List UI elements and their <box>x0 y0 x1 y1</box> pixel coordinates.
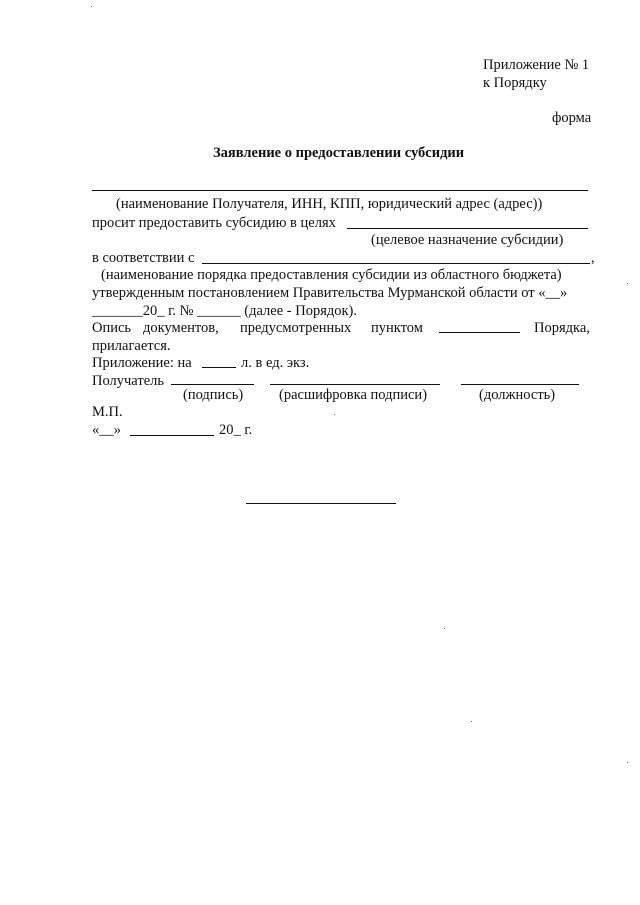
inventory-word-1: Опись <box>92 320 132 336</box>
inventory-word-5: Порядка, <box>534 320 590 336</box>
sign-date-day: «__» <box>92 422 121 438</box>
sign-date-month-line <box>130 435 214 436</box>
scan-speck <box>471 721 472 722</box>
appendix-reference: к Порядку <box>483 75 547 91</box>
inventory-continuation: прилагается. <box>92 338 171 354</box>
approved-text: утвержденным постановлением Правительства Мурманской области от «__» <box>92 285 568 301</box>
request-text: просит предоставить субсидию в целях <box>92 215 336 231</box>
signature-fill-line <box>171 384 254 385</box>
procedure-fill-line <box>202 263 590 264</box>
scan-speck <box>334 414 335 415</box>
form-label: форма <box>552 110 592 126</box>
scan-speck <box>627 283 628 284</box>
purpose-fill-line <box>347 228 588 229</box>
resolution-date-number: _______20_ г. № ______ (далее - Порядок). <box>92 303 357 319</box>
recipient-fill-line <box>92 190 588 191</box>
decoding-caption: (расшифровка подписи) <box>279 387 428 403</box>
scan-speck <box>444 628 445 629</box>
sheets-fill-line <box>202 367 236 368</box>
attachment-suffix: л. в ед. экз. <box>241 355 310 371</box>
attachment-prefix: Приложение: на <box>92 355 192 371</box>
scan-speck <box>627 762 628 763</box>
decoding-fill-line <box>270 384 440 385</box>
recipient-label: Получатель <box>92 373 164 389</box>
position-fill-line <box>461 384 579 385</box>
inventory-word-3: предусмотренных <box>240 320 352 336</box>
position-caption: (должность) <box>479 387 556 403</box>
accordance-text: в соответствии с <box>92 250 195 266</box>
inventory-word-4: пунктом <box>371 320 423 336</box>
procedure-comma: , <box>591 250 595 266</box>
clause-fill-line <box>439 332 520 333</box>
purpose-caption: (целевое назначение субсидии) <box>371 232 564 248</box>
recipient-caption: (наименование Получателя, ИНН, КПП, юридический адрес (адрес)) <box>116 196 543 212</box>
appendix-number: Приложение № 1 <box>483 57 590 73</box>
closing-separator <box>246 503 396 504</box>
signature-caption: (подпись) <box>183 387 244 403</box>
inventory-word-2: документов, <box>143 320 219 336</box>
document-title: Заявление о предоставлении субсидии <box>213 145 465 161</box>
scan-speck <box>91 6 92 7</box>
procedure-caption: (наименование порядка предоставления субсидии из областного бюджета) <box>101 267 562 283</box>
sign-date-year: 20_ г. <box>219 422 253 438</box>
stamp-place: М.П. <box>92 404 123 420</box>
